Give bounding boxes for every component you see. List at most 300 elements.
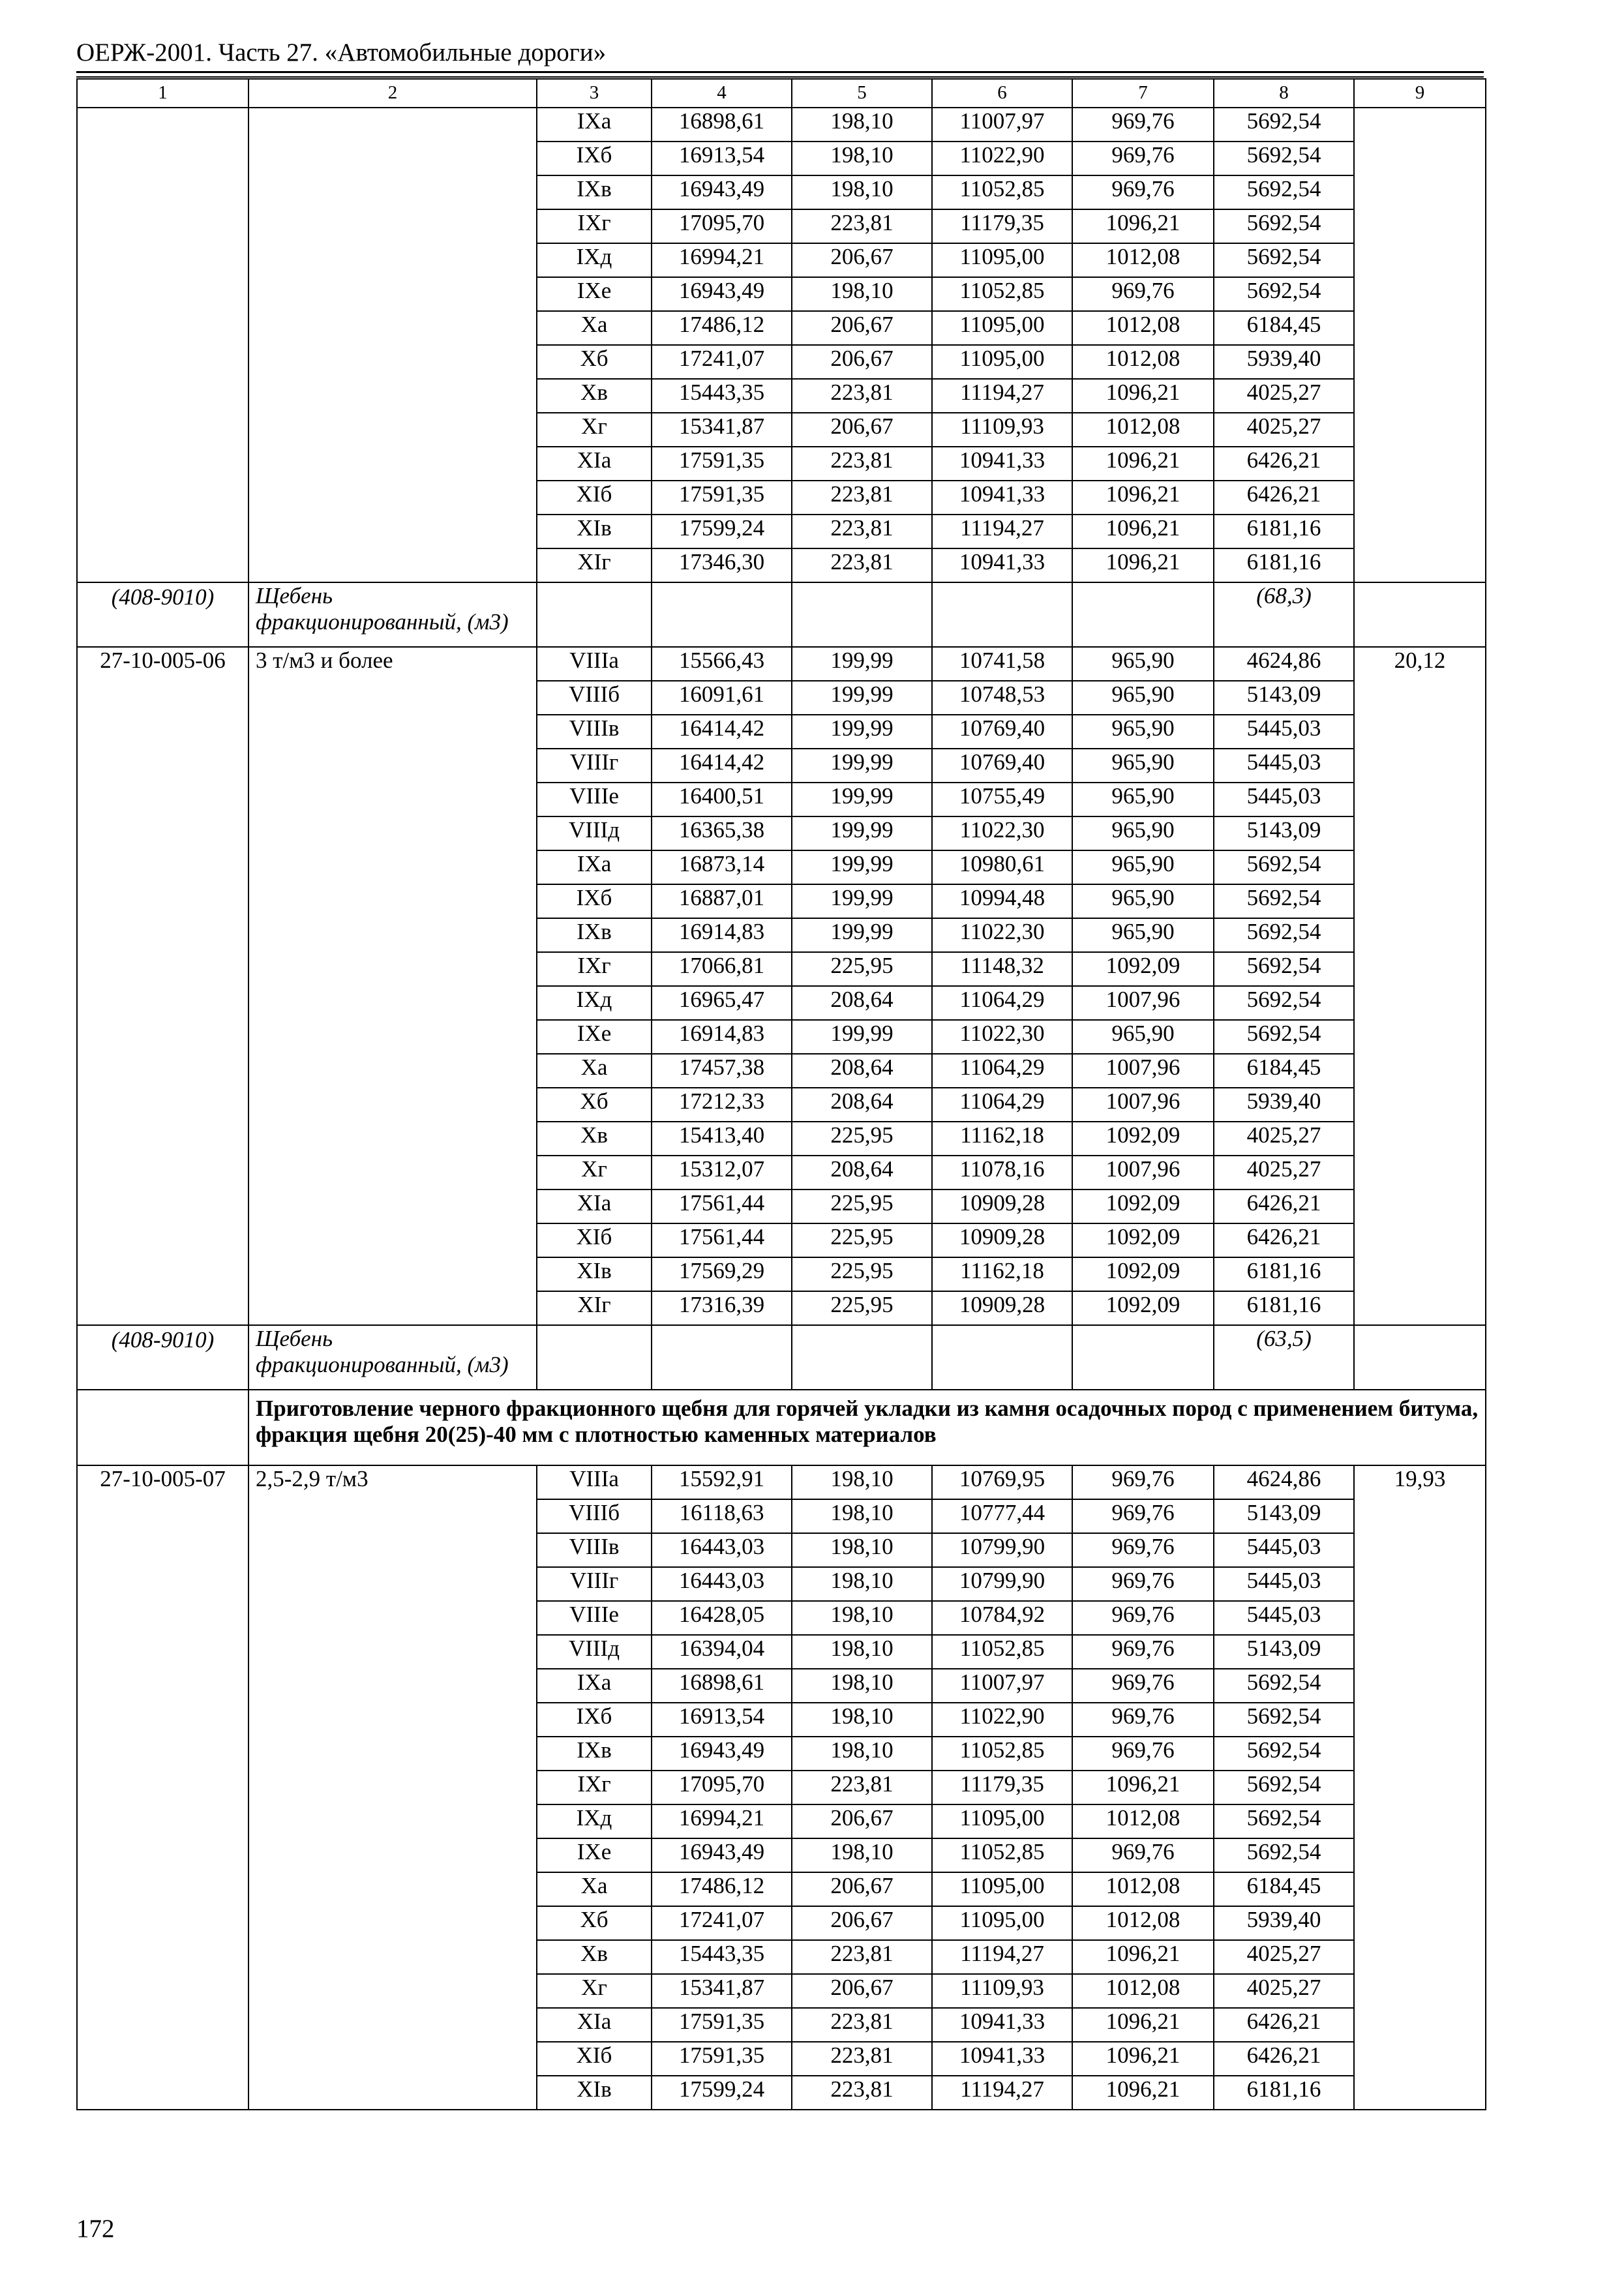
- machine-cost: 11078,16: [932, 1156, 1072, 1189]
- total-cost: 17241,07: [652, 1906, 792, 1940]
- material-cost: 4624,86: [1214, 1465, 1354, 1499]
- material-cost: 4025,27: [1214, 1122, 1354, 1156]
- table-row: [77, 515, 1486, 548]
- operator-wage: 1096,21: [1072, 209, 1214, 243]
- price-zone: XIа: [537, 447, 652, 481]
- labor-cost: 225,95: [792, 1291, 932, 1325]
- work-description: [248, 918, 537, 952]
- table-row: [77, 1189, 1486, 1223]
- machine-cost: 11022,30: [932, 816, 1072, 850]
- labor-hours: [1354, 243, 1486, 277]
- table-row: [77, 1737, 1486, 1771]
- empty-cell: [1072, 582, 1214, 647]
- work-description: [248, 108, 537, 142]
- total-cost: 16443,03: [652, 1567, 792, 1601]
- labor-hours: [1354, 175, 1486, 209]
- labor-cost: 198,10: [792, 175, 932, 209]
- machine-cost: 10799,90: [932, 1567, 1072, 1601]
- work-description: [248, 1020, 537, 1054]
- material-cost: 6184,45: [1214, 1872, 1354, 1906]
- work-description: [248, 1838, 537, 1872]
- empty-cell: [1354, 1325, 1486, 1390]
- labor-hours: [1354, 515, 1486, 548]
- work-description: [248, 1804, 537, 1838]
- operator-wage: 1007,96: [1072, 986, 1214, 1020]
- work-description: [248, 1122, 537, 1156]
- labor-hours: [1354, 952, 1486, 986]
- material-quantity: (63,5): [1214, 1325, 1354, 1390]
- total-cost: 15413,40: [652, 1122, 792, 1156]
- material-cost: 5692,54: [1214, 918, 1354, 952]
- empty-cell: [1354, 582, 1486, 647]
- total-cost: 16913,54: [652, 142, 792, 175]
- rate-code: [77, 413, 248, 447]
- price-zone: IXе: [537, 1020, 652, 1054]
- machine-cost: 10909,28: [932, 1291, 1072, 1325]
- work-description: [248, 481, 537, 515]
- machine-cost: 10741,58: [932, 647, 1072, 681]
- machine-cost: 11064,29: [932, 986, 1072, 1020]
- operator-wage: 965,90: [1072, 816, 1214, 850]
- work-description: [248, 2008, 537, 2042]
- price-zone: VIIIб: [537, 681, 652, 715]
- labor-hours: [1354, 1838, 1486, 1872]
- empty-cell: [792, 1325, 932, 1390]
- labor-hours: [1354, 1257, 1486, 1291]
- work-description: [248, 515, 537, 548]
- operator-wage: 965,90: [1072, 783, 1214, 816]
- total-cost: 16400,51: [652, 783, 792, 816]
- labor-cost: 199,99: [792, 783, 932, 816]
- price-zone: XIв: [537, 2076, 652, 2110]
- labor-cost: 223,81: [792, 515, 932, 548]
- operator-wage: 965,90: [1072, 850, 1214, 884]
- operator-wage: 969,76: [1072, 1533, 1214, 1567]
- total-cost: 16913,54: [652, 1703, 792, 1737]
- labor-cost: 206,67: [792, 1872, 932, 1906]
- rate-code: [77, 850, 248, 884]
- operator-wage: 965,90: [1072, 749, 1214, 783]
- rate-code: [77, 1635, 248, 1669]
- labor-hours: [1354, 379, 1486, 413]
- work-description: [248, 1771, 537, 1804]
- price-zone: VIIIв: [537, 1533, 652, 1567]
- total-cost: 17066,81: [652, 952, 792, 986]
- work-description: [248, 1189, 537, 1223]
- price-zone: VIIIг: [537, 1567, 652, 1601]
- material-cost: 5692,54: [1214, 986, 1354, 1020]
- material-code: (408-9010): [77, 582, 248, 647]
- operator-wage: 969,76: [1072, 277, 1214, 311]
- rate-code: [77, 311, 248, 345]
- labor-cost: 223,81: [792, 2042, 932, 2076]
- labor-cost: 223,81: [792, 481, 932, 515]
- rate-code: [77, 1838, 248, 1872]
- labor-hours: [1354, 1940, 1486, 1974]
- labor-hours: [1354, 1020, 1486, 1054]
- labor-hours: [1354, 108, 1486, 142]
- empty-cell: [932, 1325, 1072, 1390]
- operator-wage: 965,90: [1072, 884, 1214, 918]
- rate-code: [77, 142, 248, 175]
- table-row: [77, 2076, 1486, 2110]
- total-cost: 17569,29: [652, 1257, 792, 1291]
- labor-hours: [1354, 1054, 1486, 1088]
- labor-hours: [1354, 1122, 1486, 1156]
- rate-code: [77, 783, 248, 816]
- rate-code: [77, 1703, 248, 1737]
- material-cost: 5939,40: [1214, 1906, 1354, 1940]
- material-cost: 5692,54: [1214, 1669, 1354, 1703]
- rate-code: [77, 345, 248, 379]
- total-cost: 17561,44: [652, 1223, 792, 1257]
- labor-hours: [1354, 749, 1486, 783]
- rate-code: [77, 749, 248, 783]
- work-description: [248, 681, 537, 715]
- table-row: [77, 379, 1486, 413]
- work-description: [248, 1974, 537, 2008]
- material-cost: 5692,54: [1214, 175, 1354, 209]
- total-cost: 17095,70: [652, 209, 792, 243]
- table-row: [77, 481, 1486, 515]
- labor-hours: [1354, 884, 1486, 918]
- rate-code: [77, 1533, 248, 1567]
- machine-cost: 11052,85: [932, 175, 1072, 209]
- work-description: [248, 175, 537, 209]
- total-cost: 17241,07: [652, 345, 792, 379]
- work-description: [248, 1872, 537, 1906]
- labor-hours: [1354, 1189, 1486, 1223]
- material-cost: 5143,09: [1214, 1499, 1354, 1533]
- labor-hours: [1354, 715, 1486, 749]
- table-row: [77, 1974, 1486, 2008]
- work-description: 3 т/м3 и более: [248, 647, 537, 681]
- labor-hours: [1354, 1906, 1486, 1940]
- labor-hours: [1354, 1703, 1486, 1737]
- table-row: [77, 1257, 1486, 1291]
- operator-wage: 969,76: [1072, 1635, 1214, 1669]
- material-cost: 5445,03: [1214, 1567, 1354, 1601]
- work-description: [248, 2042, 537, 2076]
- price-zone: IXг: [537, 1771, 652, 1804]
- machine-cost: 10769,95: [932, 1465, 1072, 1499]
- empty-cell: [792, 582, 932, 647]
- table-row: [77, 681, 1486, 715]
- labor-cost: 223,81: [792, 2008, 932, 2042]
- total-cost: 16394,04: [652, 1635, 792, 1669]
- material-cost: 5939,40: [1214, 345, 1354, 379]
- work-description: [248, 1533, 537, 1567]
- labor-cost: 223,81: [792, 1771, 932, 1804]
- material-cost: 6426,21: [1214, 1223, 1354, 1257]
- table-row: [77, 783, 1486, 816]
- total-cost: 16914,83: [652, 918, 792, 952]
- machine-cost: 10769,40: [932, 715, 1072, 749]
- machine-cost: 11022,90: [932, 1703, 1072, 1737]
- rate-code: [77, 1054, 248, 1088]
- table-row: [77, 647, 1486, 681]
- section-title-row: [77, 1390, 1486, 1465]
- operator-wage: 1096,21: [1072, 447, 1214, 481]
- table-row: [77, 1465, 1486, 1499]
- table-row: [77, 1940, 1486, 1974]
- operator-wage: 969,76: [1072, 1703, 1214, 1737]
- rate-code: [77, 1499, 248, 1533]
- rate-code: [77, 2042, 248, 2076]
- table-row: [77, 1156, 1486, 1189]
- machine-cost: 10748,53: [932, 681, 1072, 715]
- labor-hours: [1354, 1156, 1486, 1189]
- total-cost: 16994,21: [652, 243, 792, 277]
- rate-code: [77, 1567, 248, 1601]
- machine-cost: 10941,33: [932, 481, 1072, 515]
- price-zone: XIб: [537, 1223, 652, 1257]
- operator-wage: 1092,09: [1072, 1189, 1214, 1223]
- machine-cost: 10980,61: [932, 850, 1072, 884]
- total-cost: 17599,24: [652, 2076, 792, 2110]
- machine-cost: 10941,33: [932, 447, 1072, 481]
- operator-wage: 1012,08: [1072, 1872, 1214, 1906]
- work-description: [248, 715, 537, 749]
- labor-hours: [1354, 1533, 1486, 1567]
- work-description: [248, 2076, 537, 2110]
- labor-hours: [1354, 816, 1486, 850]
- total-cost: 17591,35: [652, 2042, 792, 2076]
- labor-cost: 225,95: [792, 1257, 932, 1291]
- price-zone: IXб: [537, 142, 652, 175]
- table-row: [77, 1771, 1486, 1804]
- labor-cost: 225,95: [792, 1223, 932, 1257]
- labor-hours: [1354, 345, 1486, 379]
- operator-wage: 1092,09: [1072, 1122, 1214, 1156]
- material-cost: 5692,54: [1214, 850, 1354, 884]
- machine-cost: 11179,35: [932, 1771, 1072, 1804]
- table-row: [77, 1499, 1486, 1533]
- machine-cost: 11052,85: [932, 1838, 1072, 1872]
- labor-cost: 198,10: [792, 1669, 932, 1703]
- labor-cost: 199,99: [792, 850, 932, 884]
- table-row: [77, 1020, 1486, 1054]
- material-cost: 6181,16: [1214, 1291, 1354, 1325]
- price-zone: XIг: [537, 548, 652, 582]
- price-zone: XIб: [537, 481, 652, 515]
- labor-hours: [1354, 1771, 1486, 1804]
- labor-cost: 199,99: [792, 681, 932, 715]
- price-zone: Xа: [537, 311, 652, 345]
- total-cost: 16914,83: [652, 1020, 792, 1054]
- total-cost: 15443,35: [652, 1940, 792, 1974]
- work-description: [248, 1291, 537, 1325]
- operator-wage: 965,90: [1072, 647, 1214, 681]
- price-zone: IXе: [537, 1838, 652, 1872]
- table-row: [77, 345, 1486, 379]
- material-cost: 5692,54: [1214, 108, 1354, 142]
- total-cost: 17316,39: [652, 1291, 792, 1325]
- work-description: [248, 986, 537, 1020]
- price-zone: VIIIг: [537, 749, 652, 783]
- price-zone: IXд: [537, 243, 652, 277]
- machine-cost: 11179,35: [932, 209, 1072, 243]
- labor-cost: 198,10: [792, 277, 932, 311]
- price-zone: IXа: [537, 108, 652, 142]
- rate-code: [77, 1020, 248, 1054]
- operator-wage: 969,76: [1072, 108, 1214, 142]
- material-row: [77, 1325, 1486, 1390]
- price-zone: Xа: [537, 1872, 652, 1906]
- work-description: [248, 447, 537, 481]
- work-description: [248, 1223, 537, 1257]
- labor-cost: 199,99: [792, 1020, 932, 1054]
- labor-cost: 199,99: [792, 647, 932, 681]
- operator-wage: 1096,21: [1072, 2076, 1214, 2110]
- labor-hours: [1354, 277, 1486, 311]
- labor-hours: [1354, 1804, 1486, 1838]
- labor-hours: [1354, 142, 1486, 175]
- page-header: ОЕРЖ-2001. Часть 27. «Автомобильные дороги»: [76, 38, 607, 67]
- rate-code: [77, 952, 248, 986]
- total-cost: 16994,21: [652, 1804, 792, 1838]
- price-zone: IXг: [537, 952, 652, 986]
- total-cost: 15566,43: [652, 647, 792, 681]
- total-cost: 17591,35: [652, 447, 792, 481]
- total-cost: 17599,24: [652, 515, 792, 548]
- price-zone: VIIIд: [537, 1635, 652, 1669]
- table-row: [77, 749, 1486, 783]
- work-description: [248, 311, 537, 345]
- machine-cost: 11162,18: [932, 1257, 1072, 1291]
- operator-wage: 1096,21: [1072, 2042, 1214, 2076]
- machine-cost: 10755,49: [932, 783, 1072, 816]
- operator-wage: 969,76: [1072, 1601, 1214, 1635]
- table-row: [77, 918, 1486, 952]
- operator-wage: 1012,08: [1072, 311, 1214, 345]
- column-number: 7: [1072, 79, 1214, 108]
- total-cost: 16943,49: [652, 175, 792, 209]
- operator-wage: 1096,21: [1072, 515, 1214, 548]
- empty-cell: [652, 582, 792, 647]
- operator-wage: 1096,21: [1072, 548, 1214, 582]
- material-name: Щебень фракционированный, (м3): [248, 582, 537, 647]
- table-row: [77, 447, 1486, 481]
- machine-cost: 11095,00: [932, 1872, 1072, 1906]
- operator-wage: 969,76: [1072, 1465, 1214, 1499]
- table-row: [77, 277, 1486, 311]
- rate-code: [77, 986, 248, 1020]
- table-row: [77, 548, 1486, 582]
- operator-wage: 969,76: [1072, 1669, 1214, 1703]
- price-zone: IXе: [537, 277, 652, 311]
- rate-code: [77, 1872, 248, 1906]
- labor-hours: [1354, 311, 1486, 345]
- total-cost: 17346,30: [652, 548, 792, 582]
- labor-cost: 198,10: [792, 1838, 932, 1872]
- labor-hours: [1354, 850, 1486, 884]
- table-row: [77, 1906, 1486, 1940]
- rate-code: [77, 816, 248, 850]
- machine-cost: 10784,92: [932, 1601, 1072, 1635]
- machine-cost: 11162,18: [932, 1122, 1072, 1156]
- rate-code: [77, 277, 248, 311]
- total-cost: 16443,03: [652, 1533, 792, 1567]
- operator-wage: 965,90: [1072, 918, 1214, 952]
- rate-code: [77, 1804, 248, 1838]
- material-cost: 4025,27: [1214, 413, 1354, 447]
- operator-wage: 1012,08: [1072, 243, 1214, 277]
- labor-cost: 225,95: [792, 1122, 932, 1156]
- machine-cost: 11022,30: [932, 918, 1072, 952]
- machine-cost: 10909,28: [932, 1223, 1072, 1257]
- table-row: [77, 175, 1486, 209]
- rate-code: [77, 209, 248, 243]
- labor-hours: [1354, 209, 1486, 243]
- total-cost: 16091,61: [652, 681, 792, 715]
- rate-code: [77, 1906, 248, 1940]
- material-cost: 5692,54: [1214, 884, 1354, 918]
- labor-hours: [1354, 1974, 1486, 2008]
- machine-cost: 11052,85: [932, 1635, 1072, 1669]
- labor-hours: [1354, 681, 1486, 715]
- material-row: [77, 582, 1486, 647]
- operator-wage: 969,76: [1072, 1567, 1214, 1601]
- table-row: [77, 2042, 1486, 2076]
- labor-cost: 198,10: [792, 1635, 932, 1669]
- labor-cost: 223,81: [792, 447, 932, 481]
- header-rule: [76, 71, 1484, 73]
- column-number-row: [77, 79, 1486, 108]
- work-description: [248, 243, 537, 277]
- table-row: [77, 1838, 1486, 1872]
- work-description: [248, 1499, 537, 1533]
- material-cost: 5692,54: [1214, 243, 1354, 277]
- empty-cell: [537, 582, 652, 647]
- price-zone: XIб: [537, 2042, 652, 2076]
- price-zone: XIв: [537, 515, 652, 548]
- work-description: [248, 1906, 537, 1940]
- table-row: [77, 1223, 1486, 1257]
- machine-cost: 11095,00: [932, 1906, 1072, 1940]
- labor-hours: [1354, 548, 1486, 582]
- labor-cost: 199,99: [792, 816, 932, 850]
- rate-code: [77, 1291, 248, 1325]
- machine-cost: 11095,00: [932, 345, 1072, 379]
- work-description: [248, 379, 537, 413]
- operator-wage: 969,76: [1072, 1737, 1214, 1771]
- labor-hours: [1354, 1872, 1486, 1906]
- machine-cost: 11109,93: [932, 413, 1072, 447]
- column-number: 9: [1354, 79, 1486, 108]
- work-description: [248, 749, 537, 783]
- price-zone: VIIIе: [537, 1601, 652, 1635]
- price-zone: IXа: [537, 1669, 652, 1703]
- work-description: [248, 783, 537, 816]
- rate-code: [77, 918, 248, 952]
- price-zone: IXв: [537, 175, 652, 209]
- work-description: [248, 142, 537, 175]
- total-cost: 17457,38: [652, 1054, 792, 1088]
- operator-wage: 965,90: [1072, 1020, 1214, 1054]
- price-zone: Xб: [537, 1906, 652, 1940]
- labor-cost: 206,67: [792, 1974, 932, 2008]
- work-description: [248, 1601, 537, 1635]
- price-zone: VIIIб: [537, 1499, 652, 1533]
- total-cost: 15443,35: [652, 379, 792, 413]
- table-row: [77, 1533, 1486, 1567]
- labor-cost: 206,67: [792, 243, 932, 277]
- price-zone: Xб: [537, 1088, 652, 1122]
- machine-cost: 11194,27: [932, 515, 1072, 548]
- operator-wage: 1012,08: [1072, 345, 1214, 379]
- machine-cost: 11095,00: [932, 243, 1072, 277]
